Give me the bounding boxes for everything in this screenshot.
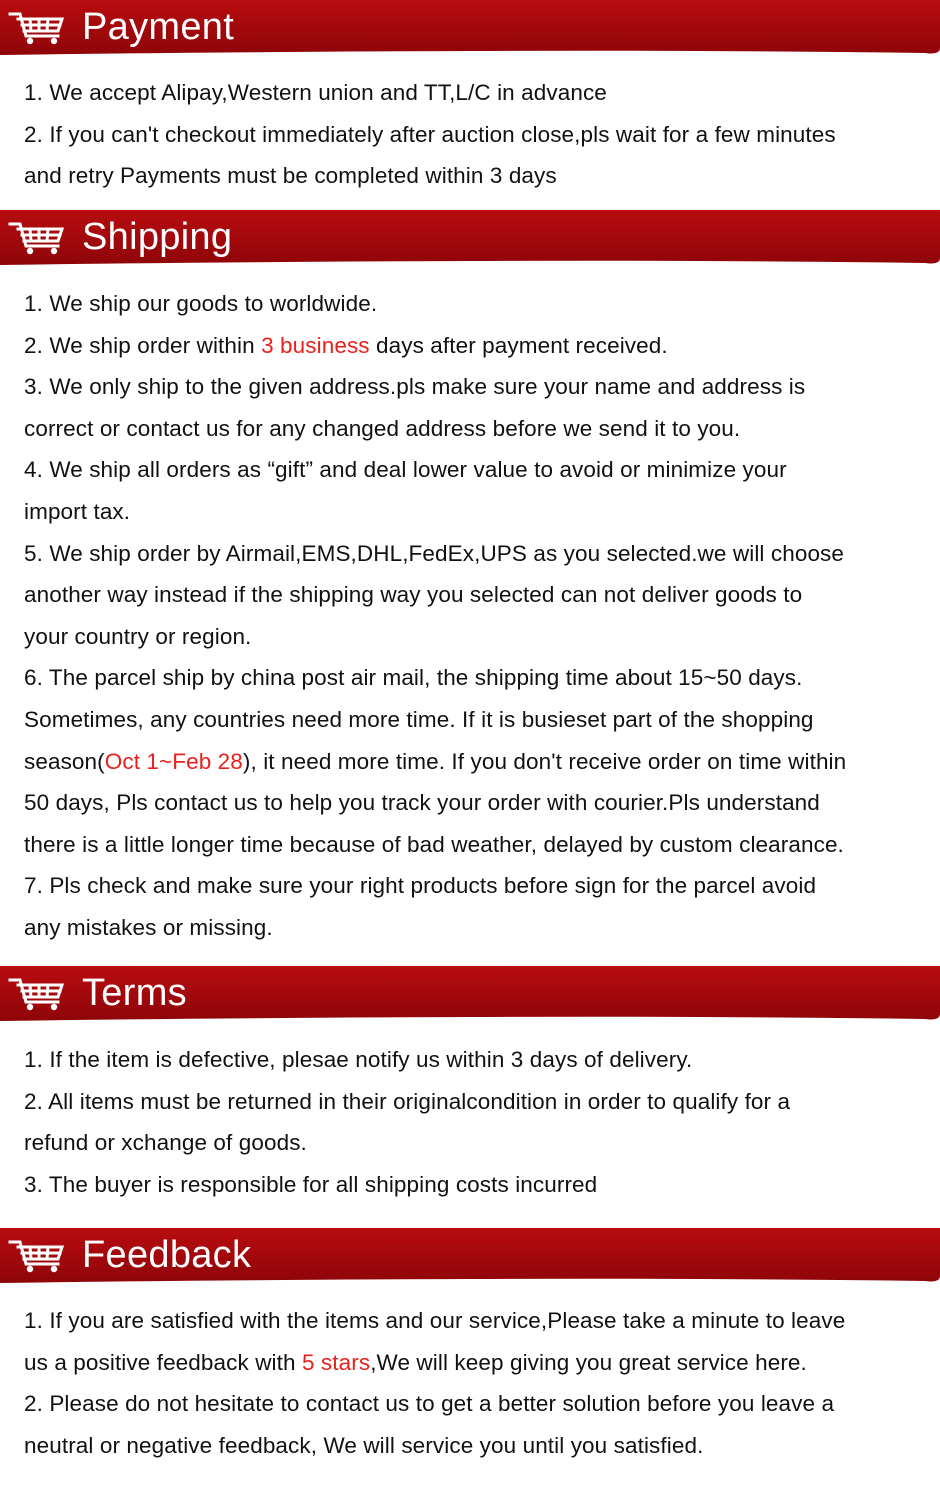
- line-text: ,We will keep giving you great service here.: [370, 1349, 807, 1375]
- shipping-section: [24, 283, 924, 949]
- highlighted-text: Oct 1~Feb 28: [104, 748, 243, 774]
- payment-header: [0, 0, 940, 55]
- shipping-line: Sometimes, any countries need more time. If it is busieset part of the shopping: [24, 706, 814, 732]
- shipping-line: [24, 741, 924, 783]
- terms-line: refund or xchange of goods.: [24, 1130, 307, 1156]
- highlighted-text: 3 business: [261, 332, 370, 358]
- terms-section: [24, 1039, 924, 1205]
- shipping-line: 3. We only ship to the given address.pls make sure your name and address is: [24, 374, 806, 400]
- shopping-cart-icon: [8, 10, 66, 46]
- shipping-line: another way instead if the shipping way you selected can not deliver goods to: [24, 582, 803, 608]
- shipping-line: 1. We ship our goods to worldwide.: [24, 291, 378, 316]
- line-text: us a positive feedback with: [24, 1349, 302, 1375]
- shipping-line: [24, 325, 924, 367]
- section-title: Feedback: [82, 1234, 252, 1276]
- terms-line: 1. If the item is defective, plesae notify us within 3 days of delivery.: [24, 1047, 693, 1072]
- shipping-line: correct or contact us for any changed address before we send it to you.: [24, 415, 741, 441]
- shopping-cart-icon: [8, 1238, 66, 1274]
- feedback-line: 2. Please do not hesitate to contact us to get a better solution before you leave a: [24, 1391, 835, 1417]
- feedback-header: [0, 1228, 940, 1283]
- shipping-line: any mistakes or missing.: [24, 914, 273, 940]
- feedback-line: [24, 1342, 924, 1384]
- terms-line: 2. All items must be returned in their originalcondition in order to qualify for a: [24, 1088, 791, 1114]
- feedback-section: [24, 1300, 924, 1466]
- shipping-line: 7. Pls check and make sure your right products before sign for the parcel avoid: [24, 873, 817, 899]
- shopping-cart-icon: [8, 976, 66, 1012]
- section-title: Payment: [82, 6, 235, 48]
- shipping-line: 4. We ship all orders as “gift” and deal lower value to avoid or minimize your: [24, 457, 787, 483]
- shopping-cart-icon: [8, 220, 66, 256]
- payment-line: 2. If you can't checkout immediately after auction close,pls wait for a few minutes: [24, 121, 836, 147]
- line-text: ), it need more time. If you don't receive order on time within: [242, 748, 847, 774]
- shipping-header: [0, 210, 940, 265]
- line-text: days after payment received.: [369, 332, 668, 358]
- shipping-line: 6. The parcel ship by china post air mail, the shipping time about 15~50 days.: [24, 665, 803, 691]
- line-text: 2. We ship order within: [24, 332, 262, 358]
- section-title: Shipping: [82, 216, 233, 258]
- feedback-line: neutral or negative feedback, We will service you until you satisfied.: [24, 1432, 704, 1458]
- section-title: Terms: [82, 972, 187, 1014]
- shipping-line: there is a little longer time because of bad weather, delayed by custom clearance.: [24, 831, 844, 857]
- shipping-line: your country or region.: [24, 623, 252, 649]
- payment-section: [24, 72, 924, 197]
- shipping-line: import tax.: [24, 498, 131, 524]
- feedback-line: 1. If you are satisfied with the items and our service,Please take a minute to leave: [24, 1308, 846, 1333]
- terms-line: 3. The buyer is responsible for all shipping costs incurred: [24, 1171, 598, 1197]
- payment-line: 1. We accept Alipay,Western union and TT,L/C in advance: [24, 80, 607, 105]
- payment-line: and retry Payments must be completed within 3 days: [24, 163, 557, 189]
- shipping-line: 5. We ship order by Airmail,EMS,DHL,FedEx,UPS as you selected.we will choose: [24, 540, 845, 566]
- highlighted-text: 5 stars: [301, 1349, 371, 1375]
- line-text: season(: [24, 748, 105, 774]
- shipping-line: 50 days, Pls contact us to help you track your order with courier.Pls understand: [24, 790, 820, 816]
- terms-header: [0, 966, 940, 1021]
